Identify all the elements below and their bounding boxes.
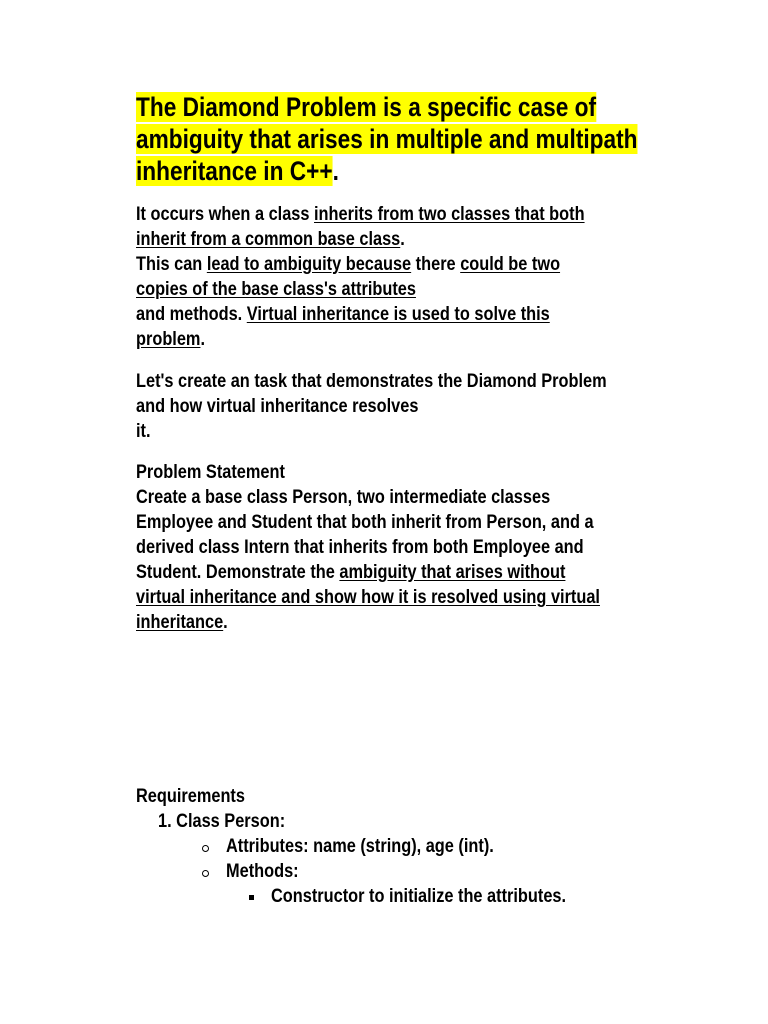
circle-bullet-icon [202,845,209,852]
requirements-title: Requirements [136,786,245,807]
intro-text: This can [136,254,207,275]
intro-underlined-text: problem [136,329,201,350]
intro-underlined-text: inherits from two classes that both [314,204,585,225]
problem-text: derived class Intern that inherits from both Employee and [136,537,584,558]
intro-underlined-text: could be two [460,254,561,275]
problem-text: Student. Demonstrate the [136,562,340,583]
problem-text: . [223,612,228,633]
requirement-item-person: 1. Class Person: [158,811,286,832]
circle-bullet-icon [202,870,209,877]
title-period: . [332,156,339,186]
problem-underlined-text: virtual inheritance and show how it is resolved using virtual [136,587,600,608]
requirement-subitem-methods: Methods: [226,861,299,882]
intro-text: there [411,254,461,275]
problem-underlined-text: inheritance [136,612,224,633]
intro-text: It occurs when a class [136,204,315,225]
problem-statement [136,460,696,635]
intro-paragraph [136,202,696,352]
task-paragraph [136,369,696,444]
title-line-2: ambiguity that arises in multiple and multipath [136,124,638,154]
title-line-1: The Diamond Problem is a specific case of [136,92,597,122]
requirement-subitem-constructor: Constructor to initialize the attributes. [271,886,567,907]
intro-text: . [200,329,206,350]
task-text: and how virtual inheritance resolves [136,396,419,417]
document-title [136,91,674,187]
intro-underlined-text: inherit from a common base class [136,229,401,250]
task-text: it. [136,421,151,442]
problem-text: Employee and Student that both inherit from Person, and a [136,512,594,533]
problem-underlined-text: ambiguity that arises without [339,562,566,583]
requirement-subitem-attributes: Attributes: name (string), age (int). [226,836,494,857]
intro-underlined-text: copies of the base class's attributes [136,279,416,300]
intro-underlined-text: Virtual inheritance is used to solve this [246,304,550,325]
requirements-heading [136,784,696,809]
intro-text: . [400,229,405,250]
problem-text: Create a base class Person, two intermediate classes [136,487,551,508]
problem-statement-heading: Problem Statement [136,462,285,483]
task-text: Let's create an task that demonstrates the Diamond Problem [136,371,607,392]
square-bullet-icon [249,895,254,900]
intro-text: and methods. [136,304,247,325]
title-line-3: inheritance in C++ [136,156,333,186]
intro-underlined-text: lead to ambiguity because [206,254,412,275]
